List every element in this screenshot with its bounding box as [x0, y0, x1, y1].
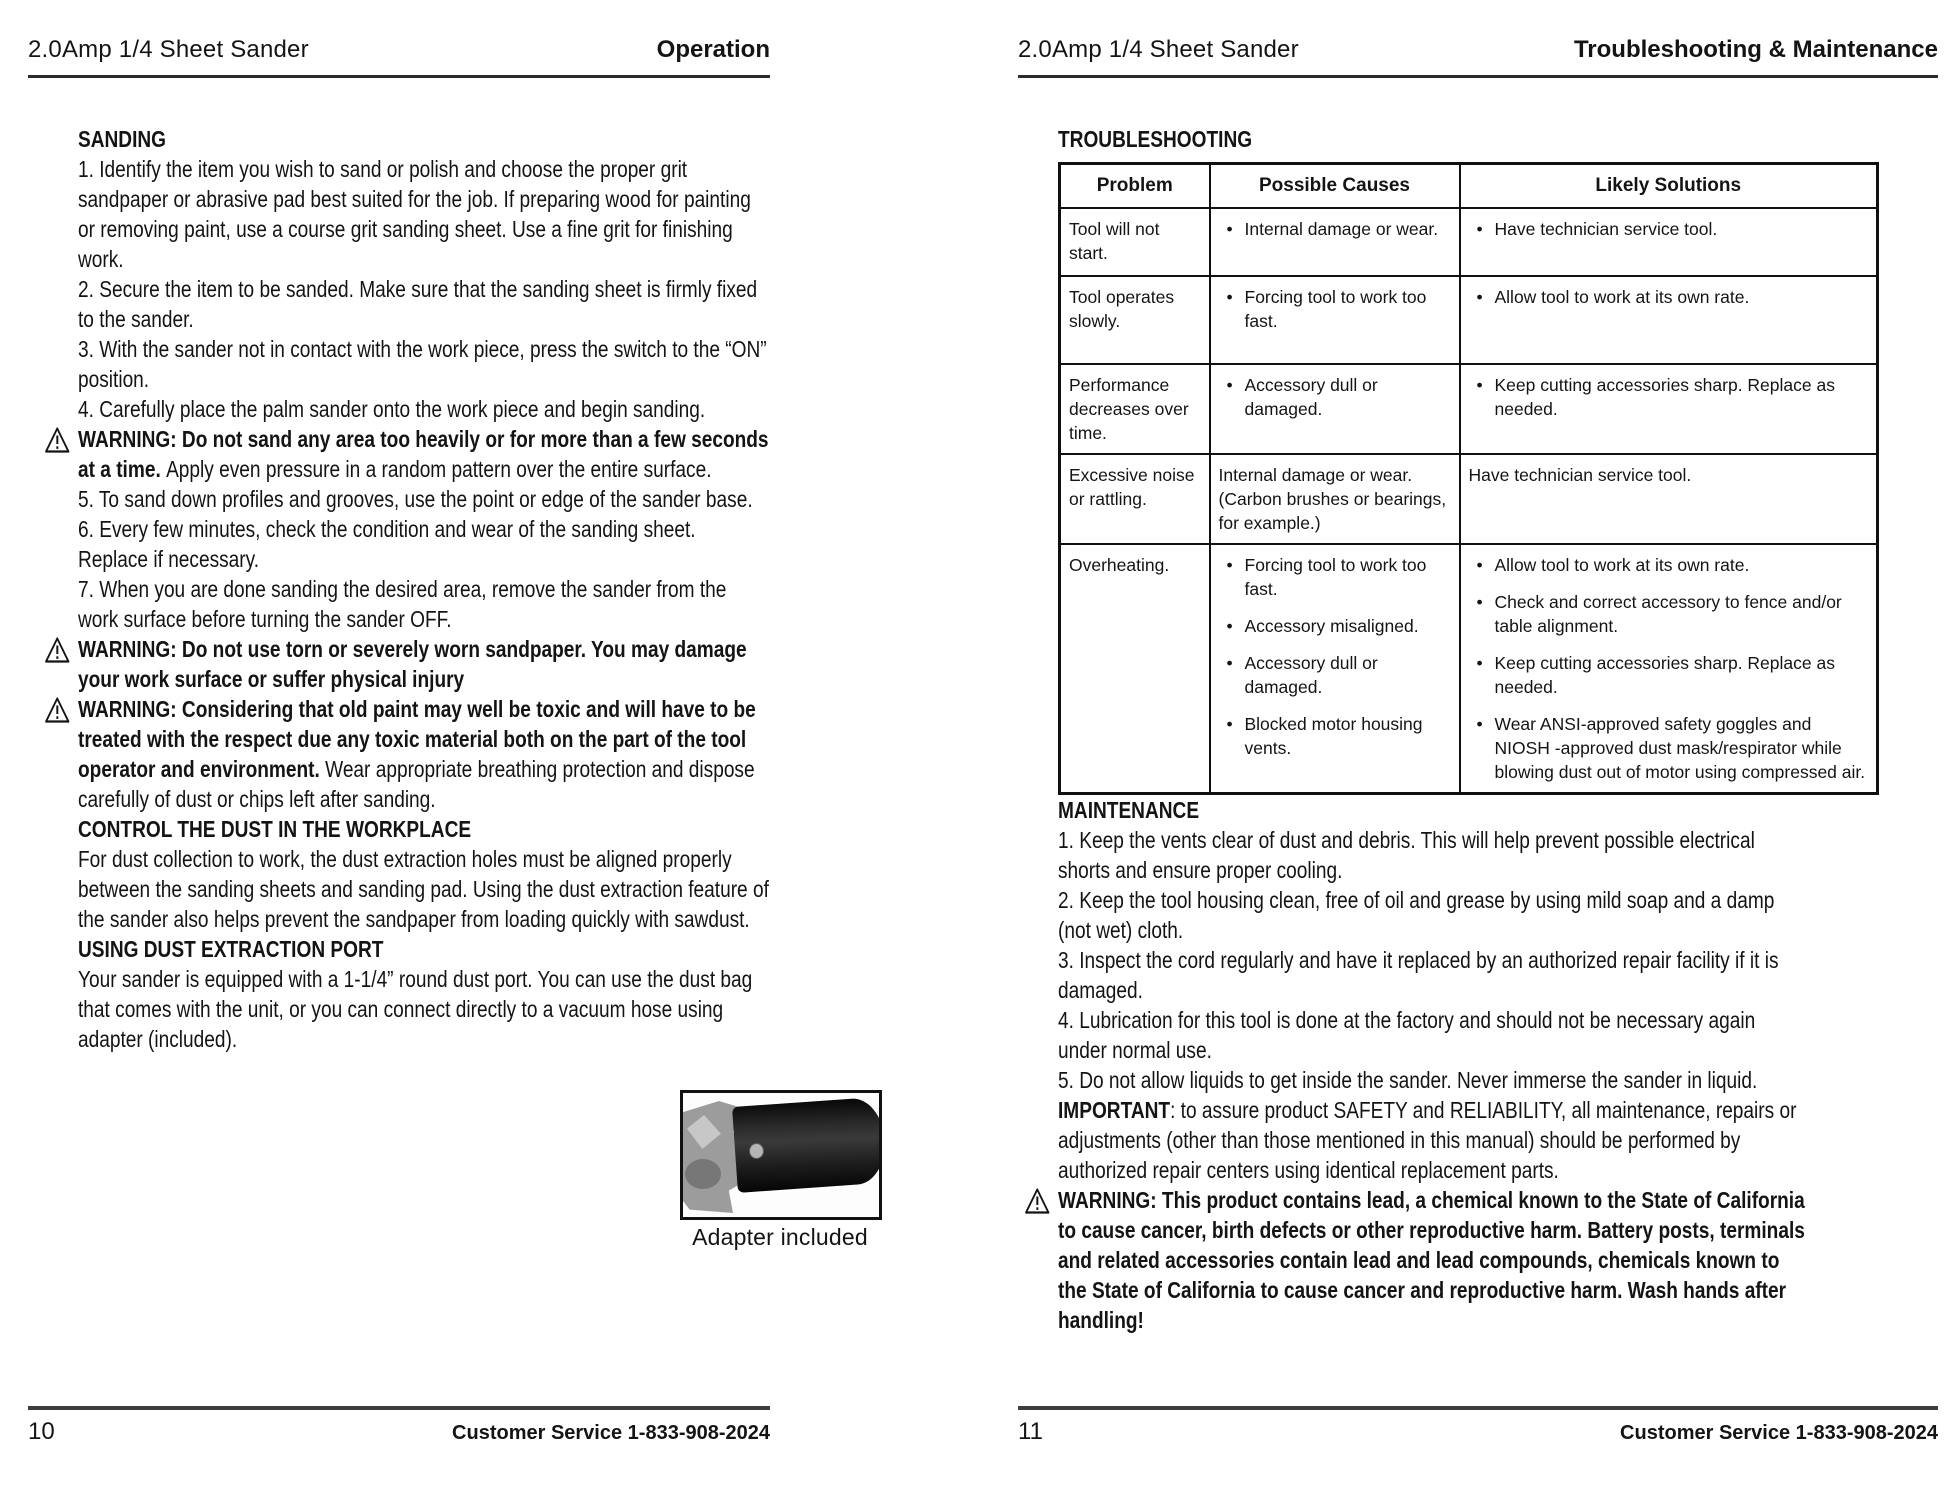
page-operation	[28, 36, 770, 1054]
table-row	[1060, 544, 1878, 794]
customer-service-line: Customer Service 1-833-908-2024	[452, 1422, 770, 1444]
warning-lead	[1058, 1185, 1805, 1335]
page-troubleshooting	[1018, 36, 1938, 1335]
warning-toxic-paint	[78, 694, 770, 814]
problem-cell: Overheating.	[1060, 544, 1210, 794]
warning-bold-text: WARNING: This product contains lead, a chemical known to the State of California to cause cancer, birth defects or other reproductive harm. Battery posts, terminals and related accessories contain lead and lead compounds, chemicals known to the State of California to cause cancer and reproductive harm. Wash hands after handling!	[1058, 1187, 1805, 1333]
troubleshooting-heading: TROUBLESHOOTING	[1058, 126, 1253, 152]
column-header-problem: Problem	[1060, 164, 1210, 209]
causes-cell: • Internal damage or wear.	[1210, 208, 1460, 276]
sanding-heading: SANDING	[78, 126, 167, 152]
causes-cell: • Forcing tool to work too fast. • Accessory misaligned. • Accessory dull or damaged. • Blocked motor housing vents.	[1210, 544, 1460, 794]
footer-left	[28, 1406, 770, 1446]
sanding-step: 6. Every few minutes, check the condition and wear of the sanding sheet. Replace if necessary.	[78, 516, 696, 572]
important-label: IMPORTANT	[1058, 1097, 1171, 1123]
table-header-row	[1060, 164, 1878, 209]
customer-service-line: Customer Service 1-833-908-2024	[1620, 1422, 1938, 1444]
warning-worn-sandpaper	[78, 634, 770, 694]
problem-cell: Tool will not start.	[1060, 208, 1210, 276]
page-number: 10	[28, 1418, 55, 1445]
dust-port-heading: USING DUST EXTRACTION PORT	[78, 936, 384, 962]
warning-sanding-pressure	[78, 424, 770, 484]
sanding-step: 7. When you are done sanding the desired area, remove the sander from the work surface before turning the sander OFF.	[78, 576, 727, 632]
adapter-pin	[749, 1143, 764, 1159]
problem-cell: Performance decreases over time.	[1060, 364, 1210, 454]
table-row	[1060, 208, 1878, 276]
causes-cell: Internal damage or wear. (Carbon brushes or bearings, for example.)	[1210, 454, 1460, 544]
warning-rest-text: Apply even pressure in a random pattern over the entire surface.	[166, 456, 712, 482]
warning-bold-text: WARNING: Do not sand any area too heavily or for more than a few seconds at a time.	[78, 426, 769, 482]
maintenance-item: 1. Keep the vents clear of dust and debris. This will help prevent possible electrical shorts and ensure proper cooling.	[1058, 827, 1755, 883]
page-number: 11	[1018, 1418, 1043, 1445]
important-text: : to assure product SAFETY and RELIABILITY, all maintenance, repairs or adjustments (other than those mentioned in this manual) should be performed by authorized repair centers using identical replacement parts.	[1058, 1097, 1797, 1183]
warning-bold-text: WARNING: Considering that old paint may well be toxic and will have to be treated with the respect due any toxic material both on the part of the tool operator and environment.	[78, 696, 756, 782]
problem-cell: Tool operates slowly.	[1060, 276, 1210, 364]
causes-cell: • Forcing tool to work too fast.	[1210, 276, 1460, 364]
maintenance-important	[1058, 1095, 1805, 1185]
solutions-cell: Have technician service tool.	[1460, 454, 1878, 544]
maintenance-item: 5. Do not allow liquids to get inside the sander. Never immerse the sander in liquid.	[1058, 1067, 1758, 1093]
column-header-causes: Possible Causes	[1210, 164, 1460, 209]
page-header	[28, 36, 770, 78]
table-row	[1060, 364, 1878, 454]
causes-cell: • Accessory dull or damaged.	[1210, 364, 1460, 454]
footer-right	[1018, 1406, 1938, 1446]
solutions-cell: • Allow tool to work at its own rate.	[1460, 276, 1878, 364]
page-header	[1018, 36, 1938, 78]
adapter-photo-caption: Adapter included	[692, 1224, 868, 1250]
section-title: Operation	[656, 36, 770, 63]
troubleshooting-body	[1058, 124, 1938, 1335]
warning-rest-text: Wear appropriate breathing protection and dispose carefully of dust or chips left after sanding.	[78, 756, 755, 812]
solutions-cell: • Keep cutting accessories sharp. Replace as needed.	[1460, 364, 1878, 454]
sanding-step: 4. Carefully place the palm sander onto the work piece and begin sanding.	[78, 396, 706, 422]
dust-control-paragraph: For dust collection to work, the dust extraction holes must be aligned properly between the sanding sheets and sanding pad. Using the dust extraction feature of the sander also helps prevent the sandpaper from loading quickly with sawdust.	[78, 846, 769, 932]
solutions-cell: • Have technician service tool.	[1460, 208, 1878, 276]
product-title: 2.0Amp 1/4 Sheet Sander	[28, 36, 309, 63]
sanding-step: 2. Secure the item to be sanded. Make sure that the sanding sheet is firmly fixed to the sander.	[78, 276, 758, 332]
warning-triangle-icon	[1025, 1188, 1050, 1214]
problem-cell: Excessive noise or rattling.	[1060, 454, 1210, 544]
table-row	[1060, 454, 1878, 544]
dust-port-paragraph: Your sander is equipped with a 1-1/4” round dust port. You can use the dust bag that comes with the unit, or you can connect directly to a vacuum hose using adapter (included).	[78, 966, 753, 1052]
sanding-step: 1. Identify the item you wish to sand or polish and choose the proper grit sandpaper or abrasive pad best suited for the job. If preparing wood for painting or removing paint, use a course grit sanding sheet. Use a fine grit for finishing work.	[78, 156, 751, 272]
solutions-cell: • Allow tool to work at its own rate. • Check and correct accessory to fence and/or table alignment. • Keep cutting accessories sharp. Replace as needed. • Wear ANSI-approved safety goggles and NIOSH -approved dust mask/respirator while blowing dust out of motor using compressed air.	[1460, 544, 1878, 794]
sanding-step: 3. With the sander not in contact with the work piece, press the switch to the “ON” position.	[78, 336, 767, 392]
warning-triangle-icon	[45, 637, 70, 663]
section-title: Troubleshooting & Maintenance	[1573, 36, 1938, 63]
sanding-step: 5. To sand down profiles and grooves, use the point or edge of the sander base.	[78, 486, 753, 512]
column-header-solutions: Likely Solutions	[1460, 164, 1878, 209]
product-title: 2.0Amp 1/4 Sheet Sander	[1018, 36, 1299, 63]
warning-triangle-icon	[45, 427, 70, 453]
troubleshooting-table	[1058, 162, 1879, 795]
maintenance-item: 2. Keep the tool housing clean, free of oil and grease by using mild soap and a damp (not wet) cloth.	[1058, 887, 1775, 943]
dust-control-heading: CONTROL THE DUST IN THE WORKPLACE	[78, 816, 472, 842]
table-row	[1060, 276, 1878, 364]
warning-triangle-icon	[45, 697, 70, 723]
warning-bold-text: WARNING: Do not use torn or severely worn sandpaper. You may damage your work surface or suffer physical injury	[78, 636, 747, 692]
adapter-photo	[680, 1090, 882, 1220]
maintenance-item: 3. Inspect the cord regularly and have it replaced by an authorized repair facility if it is damaged.	[1058, 947, 1779, 1003]
maintenance-heading: MAINTENANCE	[1058, 797, 1200, 823]
operation-body	[78, 124, 770, 1054]
maintenance-item: 4. Lubrication for this tool is done at the factory and should not be necessary again under normal use.	[1058, 1007, 1756, 1063]
